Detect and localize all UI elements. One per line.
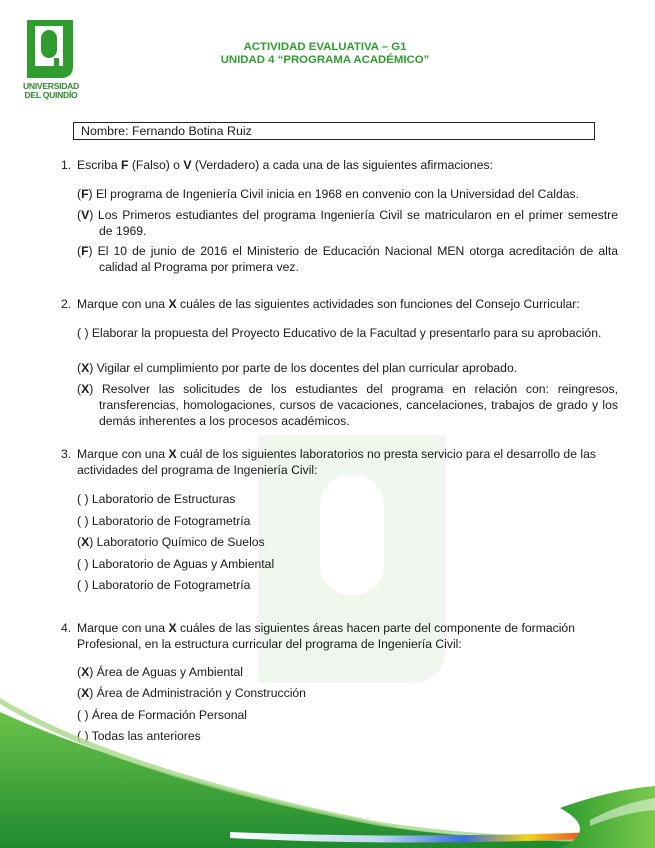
answer-item: (V) Los Primeros estudiantes del programa Ingeniería Civil se matricularon en el primer semestre de 1969. — [77, 208, 618, 238]
student-name-field — [73, 122, 595, 140]
university-logo-icon — [27, 20, 73, 78]
header-subtitle: UNIDAD 4 “PROGRAMA ACADÉMICO” — [220, 54, 430, 66]
question-number: 2. — [61, 297, 72, 311]
question-4 — [61, 620, 597, 652]
answer-item: (X) Área de Aguas y Ambiental — [77, 665, 243, 679]
question-text: Marque con una X cuál de los siguientes laboratorios no presta servicio para el desarrollo de las actividades del programa de Ingeniería Civil: — [77, 447, 596, 477]
answer-item: ( ) Elaborar la propuesta del Proyecto Educativo de la Facultad y presentarlo para su aprobación. — [77, 326, 602, 340]
logo-line-2: DEL QUINDÍO — [24, 90, 78, 100]
footer-wave-decoration — [0, 690, 655, 848]
question-text: Marque con una X cuáles de las siguientes actividades son funciones del Consejo Curricular: — [77, 297, 580, 311]
question-number: 4. — [61, 621, 72, 635]
question-number: 3. — [61, 447, 72, 461]
page-header — [190, 41, 460, 67]
answer-item: (F) El 10 de junio de 2016 el Ministerio de Educación Nacional MEN otorga acreditación de alta calidad al Programa por primera vez. — [77, 244, 618, 274]
question-2 — [61, 296, 597, 312]
answer-item: (X) Laboratorio Químico de Suelos — [77, 535, 265, 549]
answer-item: (X) Vigilar el cumplimiento por parte de los docentes del plan curricular aprobado. — [77, 361, 518, 375]
answer-item: ( ) Laboratorio de Aguas y Ambiental — [77, 557, 275, 571]
answer-item: ( ) Laboratorio de Estructuras — [77, 492, 236, 506]
answer-item: ( ) Área de Formación Personal — [77, 708, 248, 722]
answer-item: ( ) Laboratorio de Fotogrametría — [77, 514, 251, 528]
question-text: Escriba F (Falso) o V (Verdadero) a cada una de las siguientes afirmaciones: — [77, 158, 493, 172]
answer-item: (X) Resolver las solicitudes de los estudiantes del programa en relación con: reingresos, transferencias, homologaciones, cursos de vacaciones, cancelaciones, trabajos de grado y los demás inherentes a los procesos académicos. — [77, 382, 618, 428]
answer-item: (X) Área de Administración y Construcción — [77, 686, 306, 700]
student-name-text: Nombre: Fernando Botina Ruiz — [81, 124, 252, 138]
header-title: ACTIVIDAD EVALUATIVA – G1 — [243, 41, 407, 53]
question-text: Marque con una X cuáles de las siguientes áreas hacen parte del componente de formación Profesional, en la estructura curricular del programa de Ingeniería Civil: — [77, 621, 575, 651]
answer-item: ( ) Laboratorio de Fotogrametría — [77, 578, 251, 592]
question-1 — [61, 157, 597, 173]
answer-item: (F) El programa de Ingeniería Civil inicia en 1968 en convenio con la Universidad del Caldas. — [77, 187, 580, 201]
question-number: 1. — [61, 158, 72, 172]
question-3 — [61, 446, 597, 478]
logo-line-1: UNIVERSIDAD — [23, 81, 79, 91]
answer-item: ( ) Todas las anteriores — [77, 729, 201, 743]
